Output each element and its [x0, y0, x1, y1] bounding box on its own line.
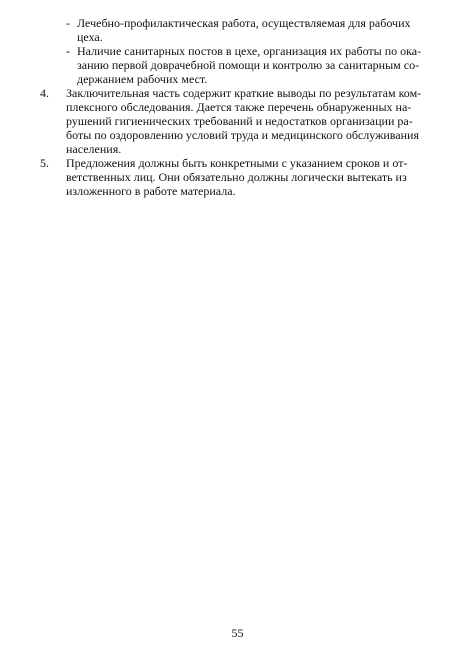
bullet-2-line-1: Наличие санитарных постов в цехе, организация их работы по ока- [77, 44, 422, 58]
item-4-line-3: рушений гигиенических требований и недостатков организации ра- [66, 114, 413, 128]
page-number: 55 [231, 626, 244, 640]
item-number: 4. [40, 86, 49, 100]
bullet-1-line-1: Лечебно-профилактическая работа, осуществляемая для рабочих [77, 16, 411, 30]
bullet-2-line-2: занию первой доврачебной помощи и контролю за санитарным со- [77, 58, 420, 72]
item-5-line-1: Предложения должны быть конкретными с указанием сроков и от- [66, 156, 408, 170]
bullet-marker: - [66, 44, 70, 58]
bullet-1-line-2: цеха. [77, 30, 103, 44]
bullet-marker: - [66, 16, 70, 30]
item-number: 5. [40, 156, 49, 170]
item-4-line-4: боты по оздоровлению условий труда и медицинского обслуживания [66, 128, 419, 142]
item-4-line-5: населения. [66, 142, 122, 156]
item-5-line-3: изложенного в работе материала. [66, 184, 236, 198]
item-4-line-1: Заключительная часть содержит краткие выводы по результатам ком- [66, 86, 422, 100]
item-5-line-2: ветственных лиц. Они обязательно должны логически вытекать из [66, 170, 407, 184]
bullet-2-line-3: держанием рабочих мест. [77, 72, 208, 86]
item-4-line-2: плексного обследования. Дается также перечень обнаруженных на- [66, 100, 412, 114]
